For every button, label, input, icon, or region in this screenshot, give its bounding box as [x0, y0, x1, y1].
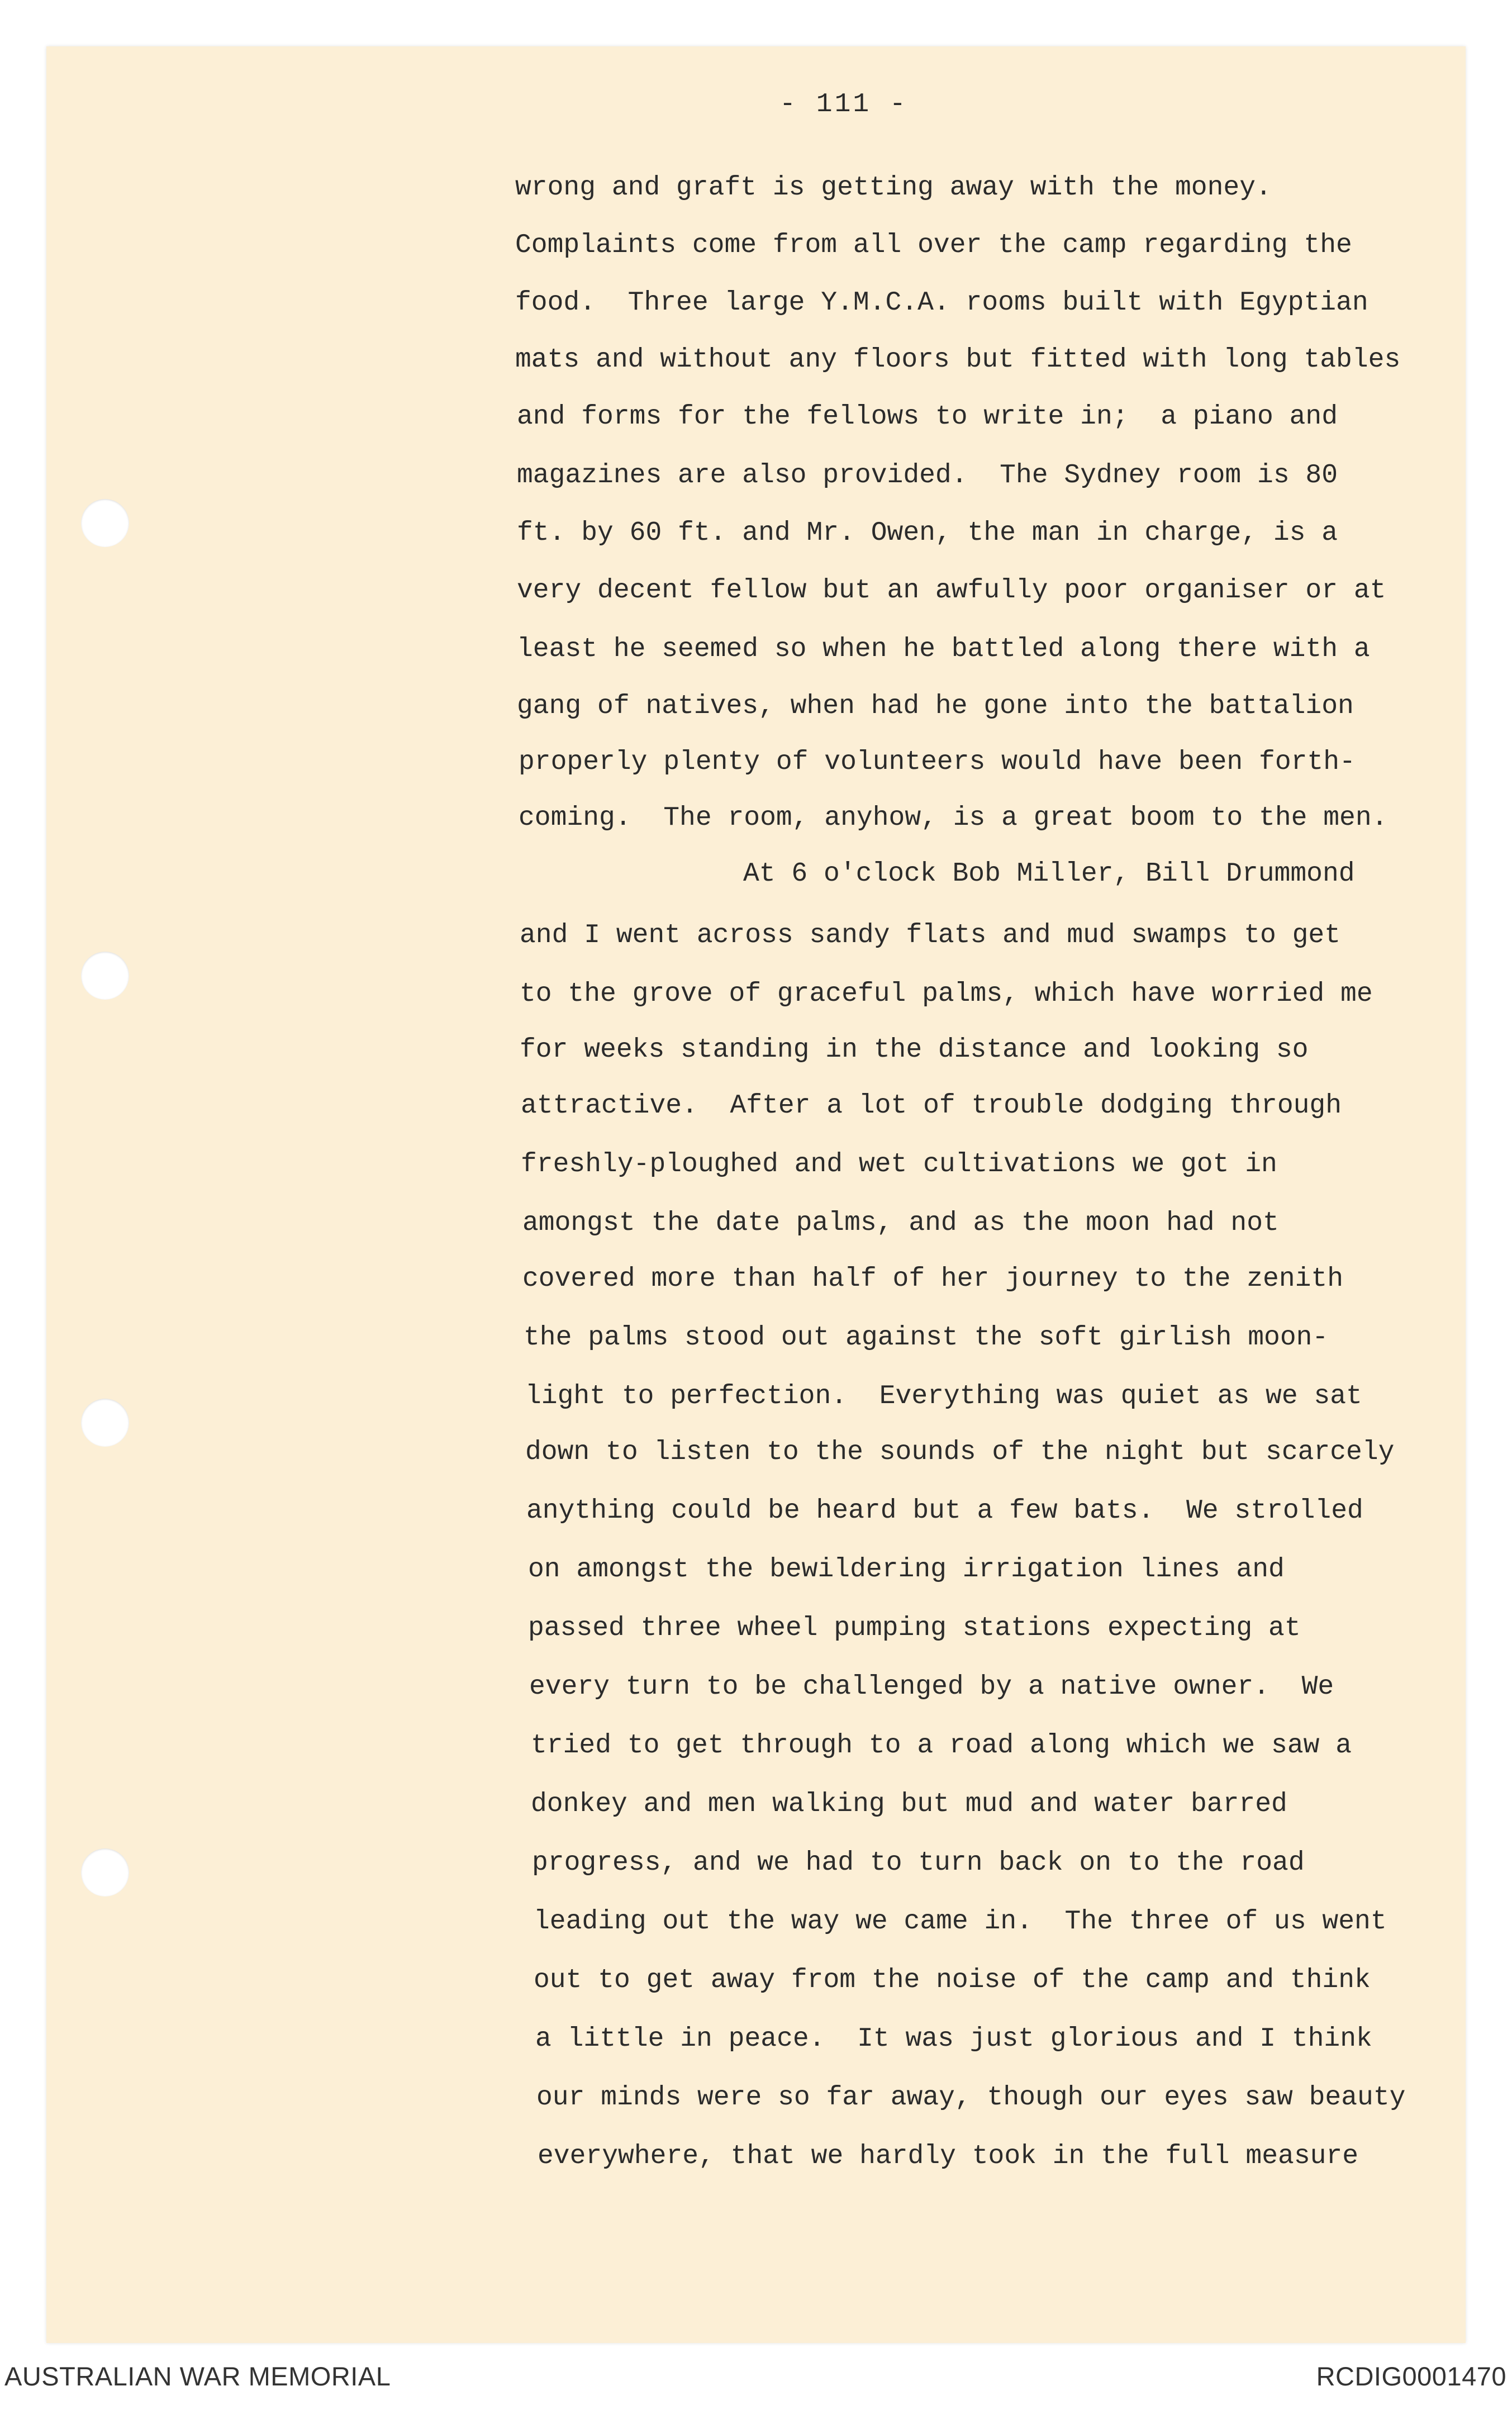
record-id: RCDIG0001470 — [1316, 2361, 1506, 2391]
text-line: mats and without any floors but fitted with long tables — [515, 345, 1401, 375]
text-line: tried to get through to a road along which we saw a — [531, 1731, 1352, 1761]
text-line: least he seemed so when he battled along there with a — [517, 634, 1370, 664]
text-line: anything could be heard but a few bats. We strolled — [526, 1496, 1363, 1526]
text-line: the palms stood out against the soft girlish moon- — [524, 1323, 1329, 1353]
text-line: Complaints come from all over the camp regarding the — [515, 230, 1352, 260]
text-line: a little in peace. It was just glorious and I think — [535, 2024, 1372, 2054]
text-line: amongst the date palms, and as the moon had not — [522, 1208, 1279, 1238]
punch-hole — [81, 1848, 129, 1897]
text-line: and I went across sandy flats and mud swamps to get — [520, 920, 1341, 950]
text-line: ft. by 60 ft. and Mr. Owen, the man in charge, is a — [517, 518, 1338, 548]
text-line: magazines are also provided. The Sydney room is 80 — [517, 460, 1338, 491]
text-line: donkey and men walking but mud and water barred — [531, 1789, 1287, 1819]
text-line: covered more than half of her journey to the zenith — [522, 1264, 1344, 1294]
text-line: attractive. After a lot of trouble dodging through — [521, 1091, 1342, 1121]
text-line: food. Three large Y.M.C.A. rooms built with Egyptian — [515, 288, 1368, 318]
text-line: everywhere, that we hardly took in the full measure — [538, 2141, 1359, 2171]
text-line: to the grove of graceful palms, which have worried me — [520, 979, 1373, 1009]
text-line: leading out the way we came in. The three of us went — [534, 1907, 1387, 1937]
text-line: our minds were so far away, though our eyes saw beauty — [536, 2083, 1406, 2113]
text-line: gang of natives, when had he gone into the battalion — [517, 691, 1354, 721]
text-line: At 6 o'clock Bob Miller, Bill Drummond — [743, 859, 1355, 889]
text-line: down to listen to the sounds of the night but scarcely — [525, 1437, 1395, 1467]
text-line: on amongst the bewildering irrigation lines and — [528, 1555, 1285, 1585]
text-line: and forms for the fellows to write in; a piano and — [517, 402, 1338, 432]
text-line: very decent fellow but an awfully poor organiser or at — [517, 576, 1386, 606]
text-line: passed three wheel pumping stations expecting at — [528, 1613, 1301, 1643]
punch-hole — [81, 952, 129, 1000]
text-line: every turn to be challenged by a native owner. We — [529, 1672, 1334, 1702]
archive-label: AUSTRALIAN WAR MEMORIAL — [4, 2361, 391, 2391]
typescript-page — [46, 46, 1466, 2343]
text-line: freshly-ploughed and wet cultivations we got in — [521, 1149, 1277, 1180]
text-line: progress, and we had to turn back on to the road — [532, 1848, 1305, 1878]
page-number: - 111 - — [779, 89, 908, 120]
text-line: for weeks standing in the distance and looking so — [520, 1035, 1309, 1065]
text-line: coming. The room, anyhow, is a great boom to the men. — [519, 803, 1388, 833]
punch-hole — [81, 1399, 129, 1447]
text-line: light to perfection. Everything was quiet as we sat — [525, 1381, 1362, 1411]
text-line: properly plenty of volunteers would have been forth- — [519, 747, 1356, 777]
text-line: wrong and graft is getting away with the money. — [515, 173, 1272, 203]
text-line: out to get away from the noise of the camp and think — [534, 1965, 1371, 1995]
punch-hole — [81, 499, 129, 547]
